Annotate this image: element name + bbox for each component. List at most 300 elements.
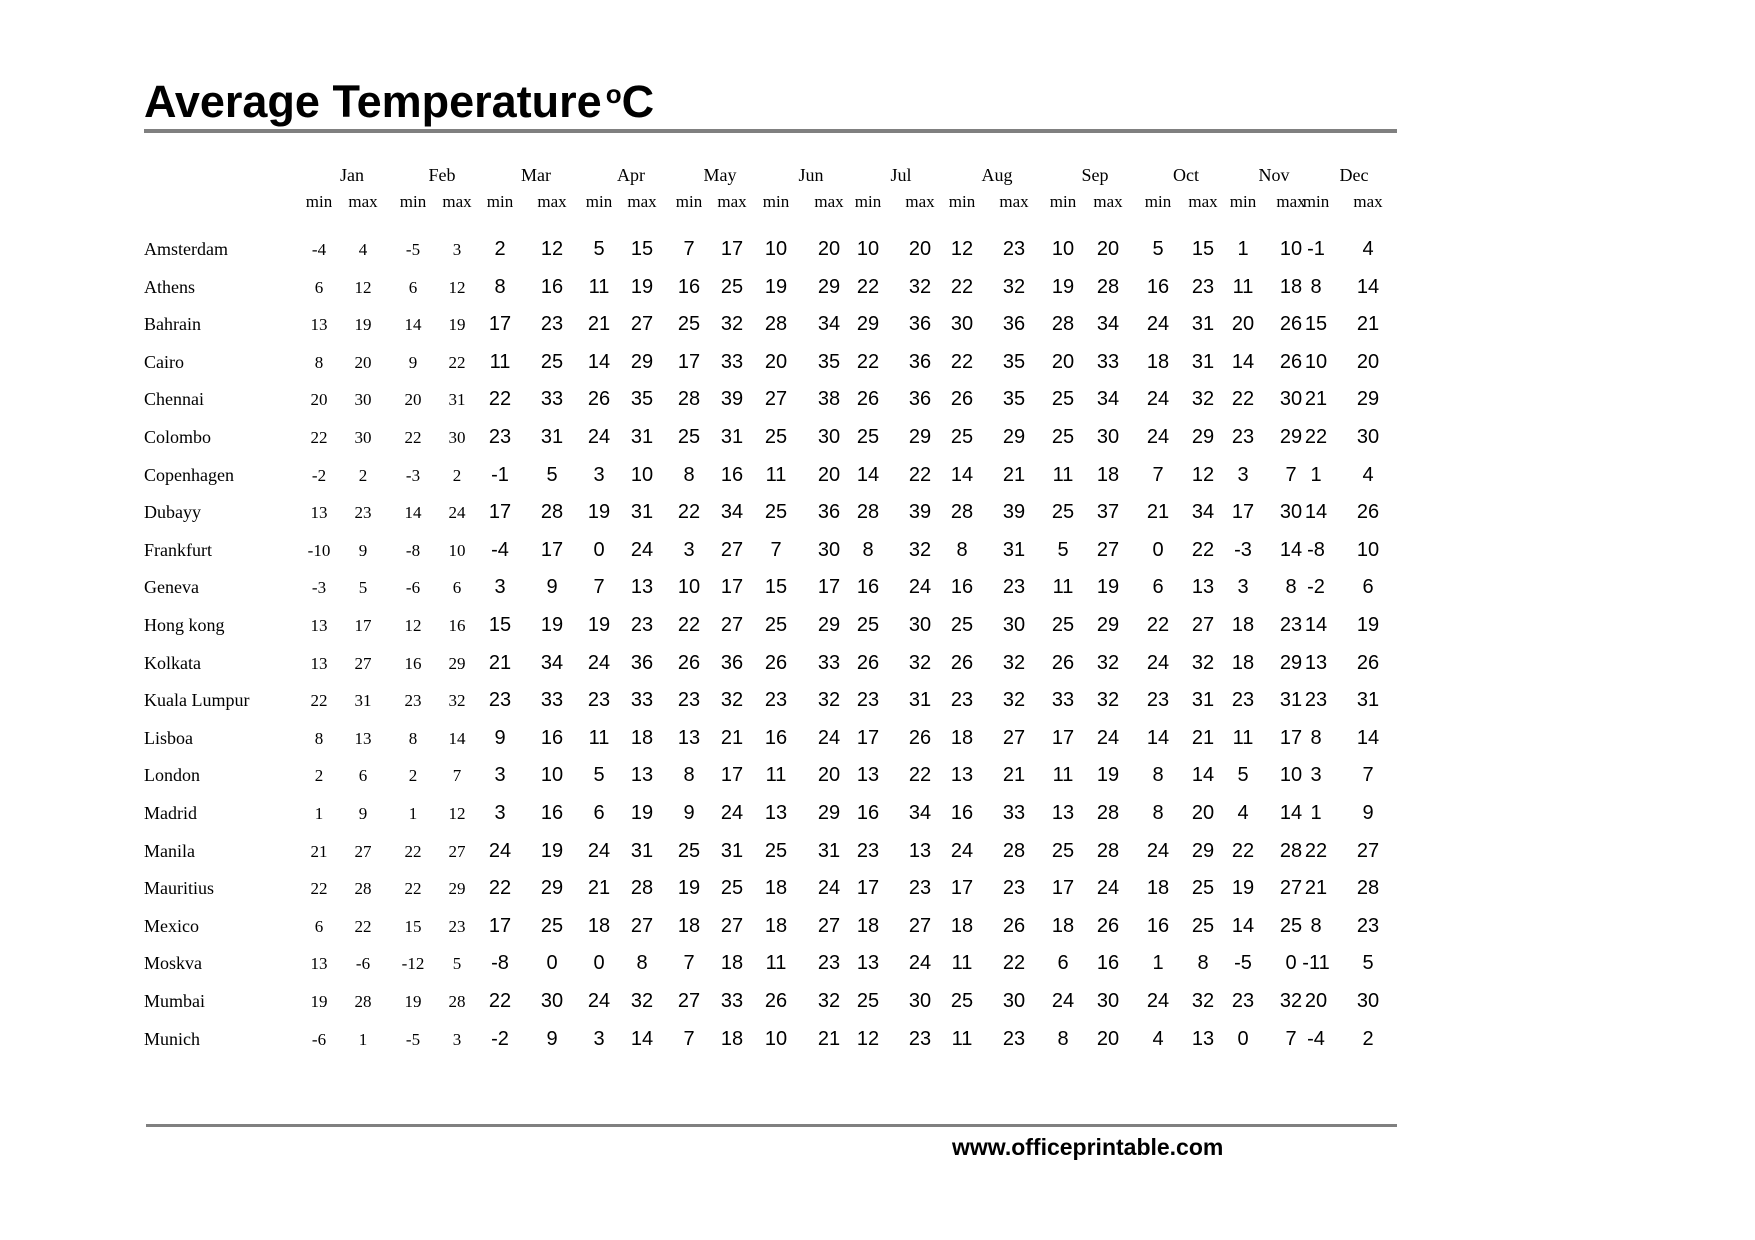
min-temp-cell: 27 xyxy=(764,388,788,410)
max-temp-cell: 13 xyxy=(908,840,932,862)
min-temp-cell: 7 xyxy=(683,1028,695,1050)
max-temp-cell: 31 xyxy=(817,840,841,862)
min-temp-cell: 11 xyxy=(489,351,511,373)
min-temp-cell: 17 xyxy=(488,313,512,335)
min-temp-cell: 16 xyxy=(404,654,422,673)
min-temp-cell: 22 xyxy=(950,276,974,298)
max-temp-cell: 21 xyxy=(1191,727,1215,749)
min-temp-cell: 20 xyxy=(1051,351,1075,373)
min-temp-cell: 25 xyxy=(677,840,701,862)
max-temp-cell: 28 xyxy=(540,501,564,523)
max-temp-cell: 33 xyxy=(630,689,654,711)
min-temp-cell: 6 xyxy=(1057,952,1069,974)
max-temp-cell: 14 xyxy=(1279,802,1303,824)
max-temp-cell: 17 xyxy=(1279,727,1303,749)
max-temp-cell: 29 xyxy=(1096,614,1120,636)
max-header: max xyxy=(717,192,747,211)
max-temp-cell: 19 xyxy=(540,840,564,862)
min-temp-cell: 17 xyxy=(1051,727,1075,749)
min-temp-cell: 23 xyxy=(404,691,422,710)
min-temp-cell: 23 xyxy=(950,689,974,711)
min-temp-cell: 16 xyxy=(677,276,701,298)
min-temp-cell: 14 xyxy=(404,315,422,334)
max-header: max xyxy=(905,192,935,211)
min-temp-cell: 22 xyxy=(856,276,880,298)
max-temp-cell: 33 xyxy=(1002,802,1026,824)
max-temp-cell: 18 xyxy=(1279,276,1303,298)
max-temp-cell: 29 xyxy=(817,802,841,824)
min-temp-cell: 3 xyxy=(683,539,695,561)
max-temp-cell: 24 xyxy=(720,802,744,824)
max-temp-cell: 30 xyxy=(1356,426,1380,448)
max-temp-cell: 9 xyxy=(358,541,368,560)
min-temp-cell: 26 xyxy=(764,652,788,674)
min-temp-cell: 26 xyxy=(587,388,611,410)
min-temp-cell: 25 xyxy=(950,990,974,1012)
min-temp-cell: 22 xyxy=(677,614,701,636)
max-temp-cell: 36 xyxy=(908,388,932,410)
max-temp-cell: 33 xyxy=(1096,351,1120,373)
min-temp-cell: 25 xyxy=(1051,614,1075,636)
min-temp-cell: 25 xyxy=(677,313,701,335)
min-temp-cell: 20 xyxy=(1231,313,1255,335)
max-temp-cell: 16 xyxy=(540,276,564,298)
min-temp-cell: 23 xyxy=(856,840,880,862)
min-temp-cell: 19 xyxy=(1231,877,1255,899)
min-header: min xyxy=(948,192,976,211)
min-temp-cell: 11 xyxy=(588,276,610,298)
max-temp-cell: 10 xyxy=(630,464,654,486)
max-temp-cell: 8 xyxy=(1285,576,1297,598)
max-temp-cell: 28 xyxy=(1002,840,1026,862)
max-temp-cell: 34 xyxy=(817,313,841,335)
min-temp-cell: 1 xyxy=(1152,952,1164,974)
max-temp-cell: 25 xyxy=(1191,915,1215,937)
max-temp-cell: 27 xyxy=(1191,614,1215,636)
min-temp-cell: 22 xyxy=(310,879,328,898)
min-temp-cell: 27 xyxy=(677,990,701,1012)
min-temp-cell: 11 xyxy=(1052,764,1074,786)
min-temp-cell: -3 xyxy=(405,466,421,485)
max-temp-cell: 12 xyxy=(354,278,372,297)
min-temp-cell: -3 xyxy=(311,578,327,597)
city-name: Manila xyxy=(144,841,195,861)
max-temp-cell: 14 xyxy=(1191,764,1215,786)
min-temp-cell: 8 xyxy=(314,353,324,372)
min-temp-cell: 9 xyxy=(683,802,695,824)
min-temp-cell: -6 xyxy=(311,1030,327,1049)
max-header: max xyxy=(1276,192,1306,211)
max-temp-cell: 3 xyxy=(452,1030,462,1049)
max-temp-cell: 29 xyxy=(1191,840,1215,862)
max-temp-cell: 23 xyxy=(354,503,372,522)
min-temp-cell: 26 xyxy=(950,388,974,410)
min-temp-cell: 13 xyxy=(310,315,328,334)
min-temp-cell: 25 xyxy=(1051,426,1075,448)
min-temp-cell: -2 xyxy=(311,466,327,485)
min-temp-cell: 13 xyxy=(1051,802,1075,824)
min-temp-cell: 14 xyxy=(404,503,422,522)
min-temp-cell: 8 xyxy=(1310,915,1322,937)
max-temp-cell: 31 xyxy=(720,840,744,862)
city-name: Mexico xyxy=(144,916,199,936)
max-temp-cell: 31 xyxy=(1191,313,1215,335)
min-temp-cell: 1 xyxy=(1310,464,1322,486)
min-temp-cell: 25 xyxy=(764,501,788,523)
max-header: max xyxy=(1093,192,1123,211)
max-temp-cell: 28 xyxy=(1096,802,1120,824)
max-temp-cell: 4 xyxy=(1362,238,1374,260)
min-temp-cell: 8 xyxy=(683,464,695,486)
max-temp-cell: 33 xyxy=(540,689,564,711)
footer-website: www.officeprintable.com xyxy=(952,1134,1224,1160)
max-temp-cell: 32 xyxy=(720,313,744,335)
max-temp-cell: 28 xyxy=(1096,276,1120,298)
max-temp-cell: 23 xyxy=(908,877,932,899)
max-temp-cell: 28 xyxy=(630,877,654,899)
min-header: min xyxy=(675,192,703,211)
max-temp-cell: 39 xyxy=(720,388,744,410)
min-temp-cell: 16 xyxy=(856,802,880,824)
max-temp-cell: 24 xyxy=(448,503,466,522)
max-temp-cell: 20 xyxy=(1096,1028,1120,1050)
max-temp-cell: 13 xyxy=(630,764,654,786)
city-name: Athens xyxy=(144,277,195,297)
max-temp-cell: 31 xyxy=(1356,689,1380,711)
max-temp-cell: 21 xyxy=(817,1028,841,1050)
min-temp-cell: 13 xyxy=(677,727,701,749)
max-temp-cell: 31 xyxy=(1191,351,1215,373)
max-temp-cell: 30 xyxy=(1002,990,1026,1012)
max-temp-cell: 26 xyxy=(1096,915,1120,937)
max-header: max xyxy=(814,192,844,211)
max-temp-cell: 34 xyxy=(540,652,564,674)
min-temp-cell: 24 xyxy=(587,840,611,862)
max-temp-cell: 29 xyxy=(817,614,841,636)
min-temp-cell: 18 xyxy=(856,915,880,937)
min-header: min xyxy=(1144,192,1172,211)
min-temp-cell: 25 xyxy=(764,426,788,448)
max-temp-cell: 2 xyxy=(358,466,368,485)
min-header: min xyxy=(1302,192,1330,211)
max-temp-cell: 20 xyxy=(354,353,372,372)
min-temp-cell: 23 xyxy=(1304,689,1328,711)
min-temp-cell: 16 xyxy=(1146,915,1170,937)
min-temp-cell: 19 xyxy=(587,501,611,523)
max-temp-cell: 23 xyxy=(1002,877,1026,899)
max-temp-cell: 22 xyxy=(1191,539,1215,561)
min-temp-cell: 15 xyxy=(488,614,512,636)
month-header: Apr xyxy=(617,165,645,185)
max-temp-cell: 39 xyxy=(1002,501,1026,523)
min-temp-cell: 16 xyxy=(1146,276,1170,298)
max-temp-cell: 23 xyxy=(908,1028,932,1050)
max-temp-cell: 28 xyxy=(448,992,466,1011)
max-header: max xyxy=(348,192,378,211)
min-temp-cell: 7 xyxy=(683,238,695,260)
max-temp-cell: 26 xyxy=(1279,351,1303,373)
min-temp-cell: 22 xyxy=(310,691,328,710)
max-temp-cell: 18 xyxy=(1096,464,1120,486)
min-temp-cell: 13 xyxy=(310,616,328,635)
max-temp-cell: 30 xyxy=(817,539,841,561)
max-temp-cell: 7 xyxy=(1362,764,1374,786)
max-temp-cell: 31 xyxy=(1279,689,1303,711)
min-temp-cell: 16 xyxy=(856,576,880,598)
max-temp-cell: 23 xyxy=(1002,238,1026,260)
min-temp-cell: -10 xyxy=(307,541,331,560)
min-temp-cell: 24 xyxy=(488,840,512,862)
city-name: Bahrain xyxy=(144,314,201,334)
max-temp-cell: 16 xyxy=(448,616,466,635)
min-temp-cell: 24 xyxy=(1146,426,1170,448)
max-temp-cell: 22 xyxy=(448,353,466,372)
min-temp-cell: 17 xyxy=(1051,877,1075,899)
min-temp-cell: 23 xyxy=(1231,990,1255,1012)
max-temp-cell: 22 xyxy=(908,764,932,786)
min-temp-cell: 25 xyxy=(1051,388,1075,410)
min-temp-cell: 28 xyxy=(950,501,974,523)
city-name: Colombo xyxy=(144,427,212,447)
min-temp-cell: 5 xyxy=(1237,764,1249,786)
max-temp-cell: 29 xyxy=(448,654,466,673)
city-name: Kolkata xyxy=(144,653,201,673)
min-temp-cell: -5 xyxy=(405,240,421,259)
max-temp-cell: 33 xyxy=(720,990,744,1012)
min-temp-cell: 19 xyxy=(404,992,422,1011)
min-temp-cell: 23 xyxy=(1231,426,1255,448)
city-name: Frankfurt xyxy=(144,540,212,560)
min-temp-cell: 0 xyxy=(1152,539,1164,561)
max-header: max xyxy=(999,192,1029,211)
max-temp-cell: 29 xyxy=(1002,426,1026,448)
month-header: Sep xyxy=(1081,165,1109,185)
max-temp-cell: 15 xyxy=(1191,238,1215,260)
max-temp-cell: 28 xyxy=(1356,877,1380,899)
max-temp-cell: 21 xyxy=(720,727,744,749)
max-header: max xyxy=(627,192,657,211)
max-temp-cell: 4 xyxy=(1362,464,1374,486)
min-temp-cell: 14 xyxy=(950,464,974,486)
min-temp-cell: 19 xyxy=(764,276,788,298)
max-temp-cell: 16 xyxy=(540,802,564,824)
min-temp-cell: 22 xyxy=(1231,840,1255,862)
min-temp-cell: 0 xyxy=(593,952,605,974)
max-temp-cell: 22 xyxy=(908,464,932,486)
max-temp-cell: 10 xyxy=(1279,764,1303,786)
max-temp-cell: 29 xyxy=(817,276,841,298)
min-temp-cell: 23 xyxy=(488,426,512,448)
max-temp-cell: 25 xyxy=(720,276,744,298)
max-temp-cell: 36 xyxy=(817,501,841,523)
min-temp-cell: 17 xyxy=(1231,501,1255,523)
max-temp-cell: 29 xyxy=(908,426,932,448)
max-temp-cell: 35 xyxy=(630,388,654,410)
max-temp-cell: 33 xyxy=(720,351,744,373)
max-temp-cell: 19 xyxy=(1096,764,1120,786)
max-temp-cell: 19 xyxy=(630,276,654,298)
min-temp-cell: 22 xyxy=(488,388,512,410)
min-temp-cell: 14 xyxy=(587,351,611,373)
max-temp-cell: 29 xyxy=(540,877,564,899)
min-temp-cell: 2 xyxy=(408,766,418,785)
min-temp-cell: 12 xyxy=(404,616,422,635)
max-temp-cell: 5 xyxy=(452,954,462,973)
city-name: Munich xyxy=(144,1029,200,1049)
min-temp-cell: 8 xyxy=(1310,727,1322,749)
max-temp-cell: 10 xyxy=(448,541,466,560)
max-temp-cell: 12 xyxy=(1191,464,1215,486)
max-temp-cell: 32 xyxy=(817,689,841,711)
min-temp-cell: 8 xyxy=(494,276,506,298)
max-temp-cell: 28 xyxy=(354,992,372,1011)
min-temp-cell: 22 xyxy=(856,351,880,373)
min-temp-cell: 19 xyxy=(677,877,701,899)
min-temp-cell: -4 xyxy=(1307,1028,1325,1050)
min-temp-cell: 20 xyxy=(764,351,788,373)
min-temp-cell: 11 xyxy=(1052,576,1074,598)
max-temp-cell: 30 xyxy=(354,428,372,447)
min-temp-cell: 13 xyxy=(1304,652,1328,674)
min-temp-cell: 18 xyxy=(950,727,974,749)
max-temp-cell: 5 xyxy=(546,464,558,486)
max-temp-cell: 32 xyxy=(908,276,932,298)
min-temp-cell: 11 xyxy=(1232,276,1254,298)
max-temp-cell: 9 xyxy=(358,804,368,823)
min-temp-cell: 6 xyxy=(314,278,324,297)
min-temp-cell: 28 xyxy=(1051,313,1075,335)
month-header: Oct xyxy=(1173,165,1199,185)
max-temp-cell: 12 xyxy=(448,278,466,297)
min-temp-cell: 3 xyxy=(1310,764,1322,786)
min-temp-cell: 24 xyxy=(1146,840,1170,862)
max-temp-cell: 0 xyxy=(1285,952,1297,974)
min-temp-cell: 11 xyxy=(951,1028,973,1050)
min-temp-cell: 25 xyxy=(677,426,701,448)
max-temp-cell: 23 xyxy=(1279,614,1303,636)
max-temp-cell: 34 xyxy=(1096,388,1120,410)
min-temp-cell: -5 xyxy=(1234,952,1252,974)
min-temp-cell: 22 xyxy=(1146,614,1170,636)
min-temp-cell: 33 xyxy=(1051,689,1075,711)
max-temp-cell: 36 xyxy=(908,351,932,373)
max-temp-cell: 31 xyxy=(630,426,654,448)
min-temp-cell: 18 xyxy=(677,915,701,937)
min-temp-cell: 25 xyxy=(856,990,880,1012)
max-temp-cell: 18 xyxy=(720,952,744,974)
min-temp-cell: 8 xyxy=(1057,1028,1069,1050)
max-temp-cell: 0 xyxy=(546,952,558,974)
city-name: Mauritius xyxy=(144,878,214,898)
max-temp-cell: 31 xyxy=(720,426,744,448)
min-temp-cell: 21 xyxy=(488,652,512,674)
min-temp-cell: 12 xyxy=(856,1028,880,1050)
min-temp-cell: 13 xyxy=(856,952,880,974)
min-temp-cell: 12 xyxy=(950,238,974,260)
max-temp-cell: 2 xyxy=(1362,1028,1374,1050)
min-temp-cell: 18 xyxy=(1146,877,1170,899)
city-name: London xyxy=(144,765,200,785)
min-temp-cell: 15 xyxy=(1304,313,1328,335)
max-temp-cell: 23 xyxy=(540,313,564,335)
max-temp-cell: 16 xyxy=(1096,952,1120,974)
max-temp-cell: 32 xyxy=(1002,689,1026,711)
min-temp-cell: 21 xyxy=(1304,388,1328,410)
max-temp-cell: 34 xyxy=(1096,313,1120,335)
min-temp-cell: 8 xyxy=(956,539,968,561)
max-temp-cell: 36 xyxy=(1002,313,1026,335)
min-temp-cell: 7 xyxy=(770,539,782,561)
max-header: max xyxy=(537,192,567,211)
min-temp-cell: 14 xyxy=(1231,351,1255,373)
min-temp-cell: 3 xyxy=(1237,464,1249,486)
min-temp-cell: 3 xyxy=(593,464,605,486)
max-temp-cell: 1 xyxy=(358,1030,368,1049)
min-temp-cell: 3 xyxy=(494,576,506,598)
month-header: Jun xyxy=(798,165,824,185)
min-temp-cell: 11 xyxy=(1232,727,1254,749)
min-temp-cell: 16 xyxy=(764,727,788,749)
max-temp-cell: 27 xyxy=(720,614,744,636)
min-temp-cell: 0 xyxy=(593,539,605,561)
max-temp-cell: 26 xyxy=(908,727,932,749)
max-header: max xyxy=(1353,192,1383,211)
max-temp-cell: 20 xyxy=(817,464,841,486)
max-temp-cell: 23 xyxy=(817,952,841,974)
max-temp-cell: 23 xyxy=(630,614,654,636)
month-header: Dec xyxy=(1339,165,1369,185)
max-temp-cell: 31 xyxy=(630,840,654,862)
min-temp-cell: 13 xyxy=(310,654,328,673)
max-temp-cell: 33 xyxy=(817,652,841,674)
city-name: Cairo xyxy=(144,352,184,372)
min-header: min xyxy=(305,192,333,211)
min-temp-cell: 16 xyxy=(950,576,974,598)
min-temp-cell: 26 xyxy=(856,388,880,410)
max-temp-cell: 34 xyxy=(1191,501,1215,523)
min-temp-cell: -6 xyxy=(405,578,421,597)
min-temp-cell: 29 xyxy=(856,313,880,335)
max-temp-cell: 30 xyxy=(1356,990,1380,1012)
max-temp-cell: 17 xyxy=(540,539,564,561)
max-temp-cell: 26 xyxy=(1002,915,1026,937)
min-temp-cell: 14 xyxy=(1304,501,1328,523)
max-temp-cell: 28 xyxy=(1096,840,1120,862)
min-temp-cell: 5 xyxy=(1152,238,1164,260)
max-temp-cell: 30 xyxy=(1096,426,1120,448)
max-temp-cell: 31 xyxy=(908,689,932,711)
max-temp-cell: 19 xyxy=(1096,576,1120,598)
max-temp-cell: 8 xyxy=(636,952,648,974)
min-temp-cell: 18 xyxy=(587,915,611,937)
max-temp-cell: 14 xyxy=(630,1028,654,1050)
max-temp-cell: 23 xyxy=(1356,915,1380,937)
city-name: Lisboa xyxy=(144,728,193,748)
min-temp-cell: 22 xyxy=(404,428,422,447)
max-temp-cell: 9 xyxy=(1362,802,1374,824)
max-temp-cell: 26 xyxy=(1356,652,1380,674)
max-temp-cell: 20 xyxy=(1096,238,1120,260)
min-temp-cell: 6 xyxy=(1152,576,1164,598)
min-temp-cell: -4 xyxy=(491,539,509,561)
max-temp-cell: 27 xyxy=(354,654,372,673)
max-temp-cell: 32 xyxy=(817,990,841,1012)
max-temp-cell: 25 xyxy=(1191,877,1215,899)
max-temp-cell: 37 xyxy=(1096,501,1120,523)
min-temp-cell: 23 xyxy=(677,689,701,711)
min-temp-cell: 22 xyxy=(1304,426,1328,448)
min-temp-cell: 3 xyxy=(494,802,506,824)
